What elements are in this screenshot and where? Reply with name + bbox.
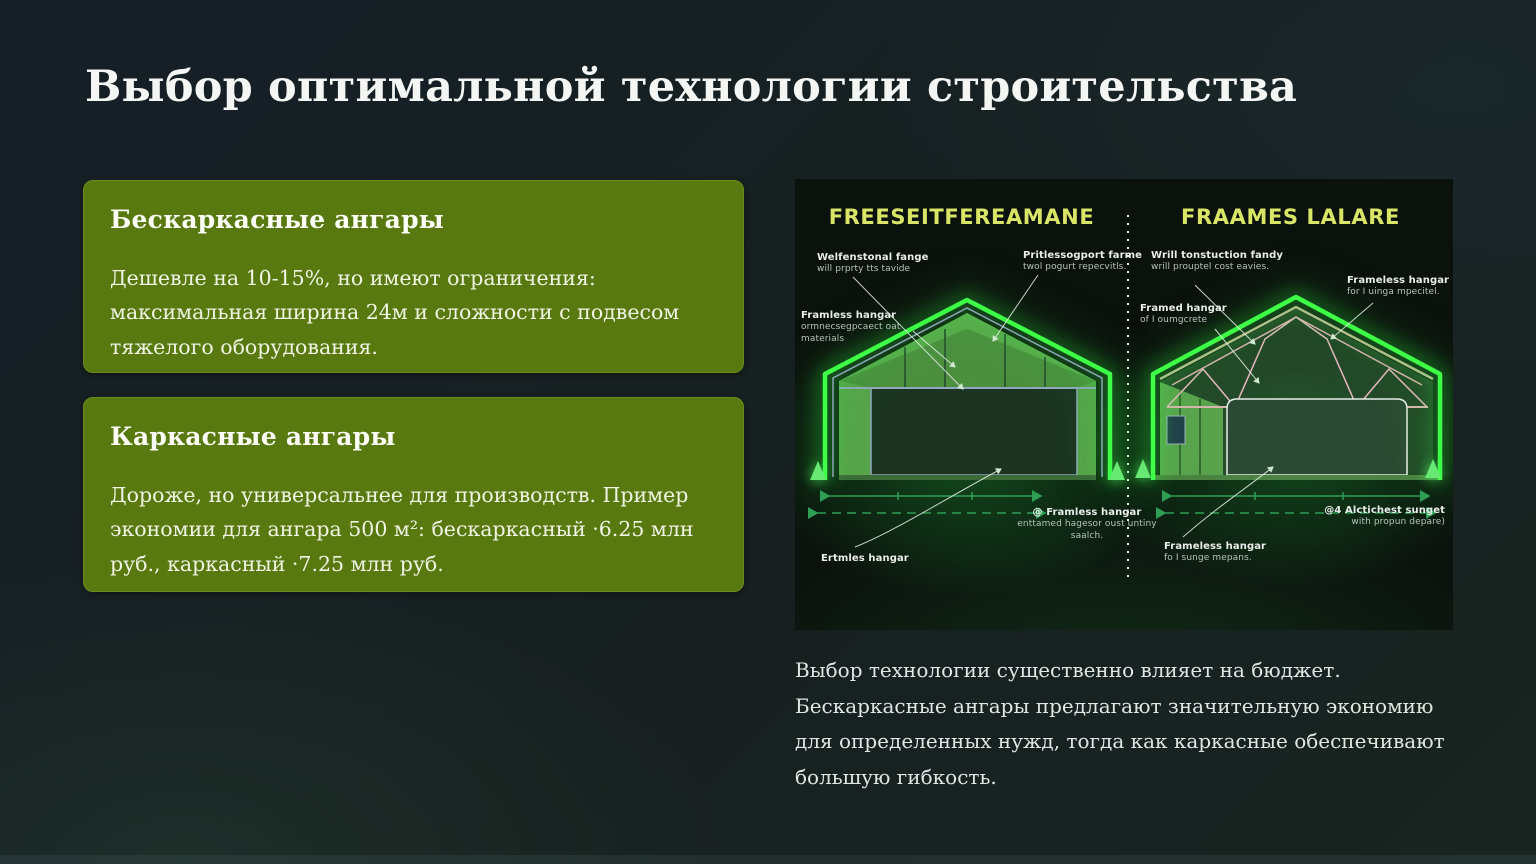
- figure-label: @4 Alctichest sunget with propun depare): [1324, 505, 1445, 527]
- card-frameless-hangars: [83, 180, 744, 373]
- card-framed-hangars: [83, 397, 744, 592]
- figure-left-heading: FREESEITFEREAMANE: [828, 205, 1095, 229]
- figure-label: Wrill tonstuction fandy wrill prouptel cost eavies.: [1151, 250, 1283, 272]
- figure-label: Frameless hangar for I uinga mpecitel.: [1347, 275, 1450, 297]
- figure-label: @ Framless hangar enttamed hagesor oust untiny saalch.: [1017, 507, 1157, 541]
- figure-right-heading: FRAAMES LALARE: [1181, 205, 1400, 229]
- cards-column: [83, 180, 744, 616]
- figure-label: Welfenstonal fange will prprty tts tavide: [817, 252, 929, 274]
- figure-caption: Выбор технологии существенно влияет на бюджет. Бескаркасные ангары предлагают значительную экономию для определенных нужд, тогда как каркасные обеспечивают большую гибкость.: [795, 658, 1445, 789]
- card-body: Дороже, но универсальнее для производств. Пример экономии для ангара 500 м²: бескаркасный ·6.25 млн руб., каркасный ·7.25 млн руб.: [110, 483, 694, 576]
- page-title: Выбор оптимальной технологии строительства: [85, 62, 1298, 112]
- figure-label: Pritlessogport farme twol pogurt repecvitls.: [1023, 250, 1143, 272]
- card-body: Дешевле на 10-15%, но имеют ограничения: максимальная ширина 24м и сложности с подвесом тяжелого оборудования.: [110, 266, 680, 359]
- figure-label: Frameless hangar fo I sunge mepans.: [1164, 541, 1267, 563]
- hangar-comparison-image: [795, 179, 1453, 630]
- card-title: Бескаркасные ангары: [110, 205, 445, 234]
- figure-label: Framless hangar ormnecsegpcaect oat materials: [801, 310, 901, 344]
- figure-label: Framed hangar of I oumgcrete: [1140, 303, 1227, 325]
- card-title: Каркасные ангары: [110, 422, 396, 451]
- figure-label: Ertmles hangar: [821, 553, 909, 564]
